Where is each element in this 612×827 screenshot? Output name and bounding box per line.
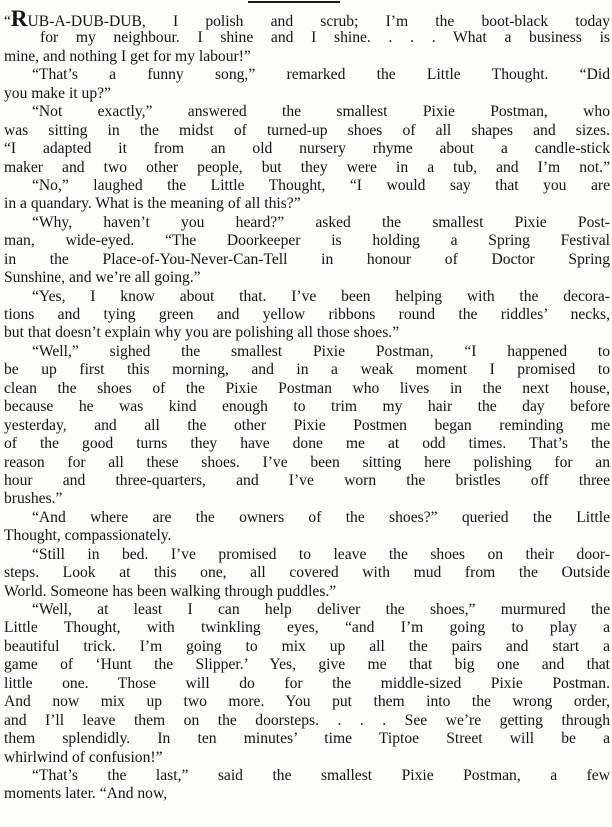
text-line: Little Thought, with twinkling eyes, “and I’m going to play a <box>4 619 610 637</box>
text-line: be up first this morning, and in a weak moment I promised to <box>4 361 610 379</box>
text-line: game of ‘Hunt the Slipper.’ Yes, give me that big one and that <box>4 656 610 674</box>
text-line: you make it up?” <box>4 84 111 102</box>
text-line: brushes.” <box>4 490 63 508</box>
text-line: little one. Those will do for the middle-sized Pixie Postman. <box>4 674 610 692</box>
text-line: Sunshine, and we’re all going.” <box>4 269 201 287</box>
text-line: “No,” laughed the Little Thought, “I would say that you are <box>32 176 610 194</box>
text-line: World. Someone has been walking through puddles.” <box>4 582 337 600</box>
text-line: for my neighbour. I shine and I shine. . . . What a business is <box>40 29 610 47</box>
text-line: because he was kind enough to trim my hair the day before <box>4 398 610 416</box>
text-line: in a quandary. What is the meaning of all this?” <box>4 195 301 213</box>
text-line: “Well, at least I can help deliver the shoes,” murmured the <box>32 601 610 618</box>
text-line: whirlwind of confusion!” <box>4 748 163 766</box>
text-line: of the good turns they have done me at odd times. That’s the <box>4 435 610 453</box>
text-line: clean the shoes of the Pixie Postman who lives in the next house, <box>4 379 610 397</box>
text-line: “That’s the last,” said the smallest Pixie Postman, a few <box>32 766 610 784</box>
text-line: hour and three-quarters, and I’ve worn the bristles off three <box>4 471 610 489</box>
text-line: maker and two other people, but they were in a tub, and I’m not.” <box>4 158 610 176</box>
text-line: in the Place-of-You-Never-Can-Tell in honour of Doctor Spring <box>4 250 610 268</box>
text-line: and I’ll leave them on the doorsteps. . . . See we’re getting through <box>4 711 610 729</box>
text-line: “Still in bed. I’ve promised to leave the shoes on their door- <box>32 545 610 563</box>
text-line: yesterday, and all the other Pixie Postmen began reminding me <box>4 416 610 434</box>
text-line: beautiful trick. I’m going to mix up all the pairs and start a <box>4 637 610 655</box>
text-line: And now mix up two more. You put them into the wrong order, <box>4 693 610 711</box>
text-line: “That’s a funny song,” remarked the Little Thought. “Did <box>32 66 610 84</box>
text-line: Thought, compassionately. <box>4 527 172 545</box>
text-line: “Not exactly,” answered the smallest Pixie Postman, who <box>32 103 610 121</box>
text-line: them splendidly. In ten minutes’ time Tiptoe Street will be a <box>4 730 610 748</box>
text-line: moments later. “And now, <box>4 785 168 803</box>
top-rule <box>248 1 340 3</box>
text-line: “Why, haven’t you heard?” asked the smallest Pixie Post- <box>32 213 610 231</box>
text-line: was sitting in the midst of turned-up shoes of all shapes and sizes. <box>4 121 610 139</box>
text-line: tions and tying green and yellow ribbons round the riddles’ necks, <box>4 306 610 323</box>
text-line: “And where are the owners of the shoes?” queried the Little <box>32 508 610 526</box>
text-line: “Well,” sighed the smallest Pixie Postman, “I happened to <box>32 342 610 360</box>
text-line: “I adapted it from an old nursery rhyme about a candle-stick <box>4 140 610 158</box>
text-line: “Yes, I know about that. I’ve been helping with the decora- <box>32 287 610 305</box>
story-text <box>4 6 610 804</box>
text-line: man, wide-eyed. “The Doorkeeper is holding a Spring Festival <box>4 232 610 250</box>
text-line: mine, and nothing I get for my labour!” <box>4 47 251 65</box>
text-line: reason for all these shoes. I’ve been sitting here polishing for an <box>4 453 610 471</box>
text-line: steps. Look at this one, all covered with mud from the Outside <box>4 564 610 582</box>
drop-cap: R <box>10 6 28 31</box>
text-line: but that doesn’t explain why you are polishing all those shoes.” <box>4 324 400 342</box>
text-line: “RUB-A-DUB-DUB, I polish and scrub; I’m the boot-black today <box>4 6 610 31</box>
